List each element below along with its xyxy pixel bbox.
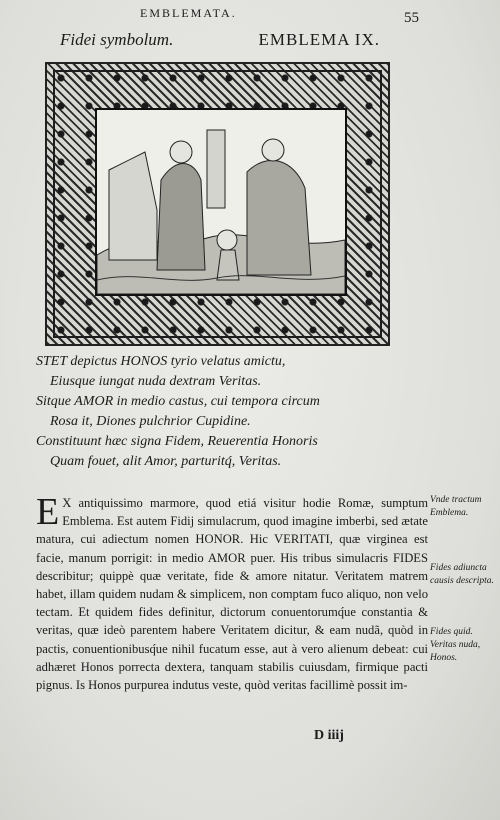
running-head: EMBLEMATA. <box>140 6 237 20</box>
commentary-text <box>36 491 428 694</box>
poem-line: Eiusque iungat nuda dextram Veritas. <box>50 374 262 389</box>
emblem-poem <box>36 352 416 472</box>
emblem-title-row <box>60 30 380 50</box>
poem-line: Constituunt hæc signa Fidem, Reuerentia Honoris <box>36 434 318 449</box>
poem-line: Rosa it, Diones pulchrior Cupidine. <box>50 414 251 429</box>
margin-note: Fides adiuncta causis descripta. <box>430 563 494 586</box>
woodcut-drawing <box>97 110 345 294</box>
poem-line: Sitque AMOR in medio castus, cui tempora circum <box>36 394 320 409</box>
woodcut-illustration-frame <box>45 62 390 346</box>
poem-line: STET depictus HONOS tyrio velatus amictu, <box>36 354 286 369</box>
printers-signature-mark: D iiij <box>314 728 344 743</box>
margin-note: Fides quid. Veritas nuda, Honos. <box>430 627 481 663</box>
commentary-paragraph <box>36 491 428 694</box>
commentary-body: X antiquissimo marmore, quod etiá visitur hodie Romæ, sumptum Emblema. Est autem Fidij simulacrum, quod imagine imberbi, sed ætate matura, cui adiectum nomen HONOR. Hic VERITATI, quæ virginea est facie, manum porrigit: in medio AMOR puer. His tribus simulacris FIDES describitur; quippè quæ veritate, fide & amore nitatur. Veritatem matrem habet, illam quidem nudam & simplicem, non comptam fuco aliquo, non velo tectam. Et quidem fides definitur, dictorum conuentorumq́ue constantia & veritas, quæ ideò parentem habere Veritatem dicitur, & eam nudã, quòd in pactis, conuentionibusq́ue nihil fucatum esse, aut à vero alienum debeat: cui adhæret Honos porrecta dextera, tanquam stabilis cuiusdam, firmique pacti pignus. Is Honos purpurea indutus veste, quòd veritas facillimè possit im- <box>36 496 428 693</box>
woodcut-scene <box>95 108 347 296</box>
poem-line: Quam fouet, alit Amor, parturitq́, Veritas. <box>50 454 282 469</box>
emblem-number: EMBLEMA IX. <box>258 30 380 49</box>
emblem-subtitle: Fidei symbolum. <box>60 30 174 49</box>
dropcap-letter: E <box>36 491 60 533</box>
margin-note: Vnde tractum Emblema. <box>430 495 482 518</box>
page-number: 55 <box>404 10 419 26</box>
